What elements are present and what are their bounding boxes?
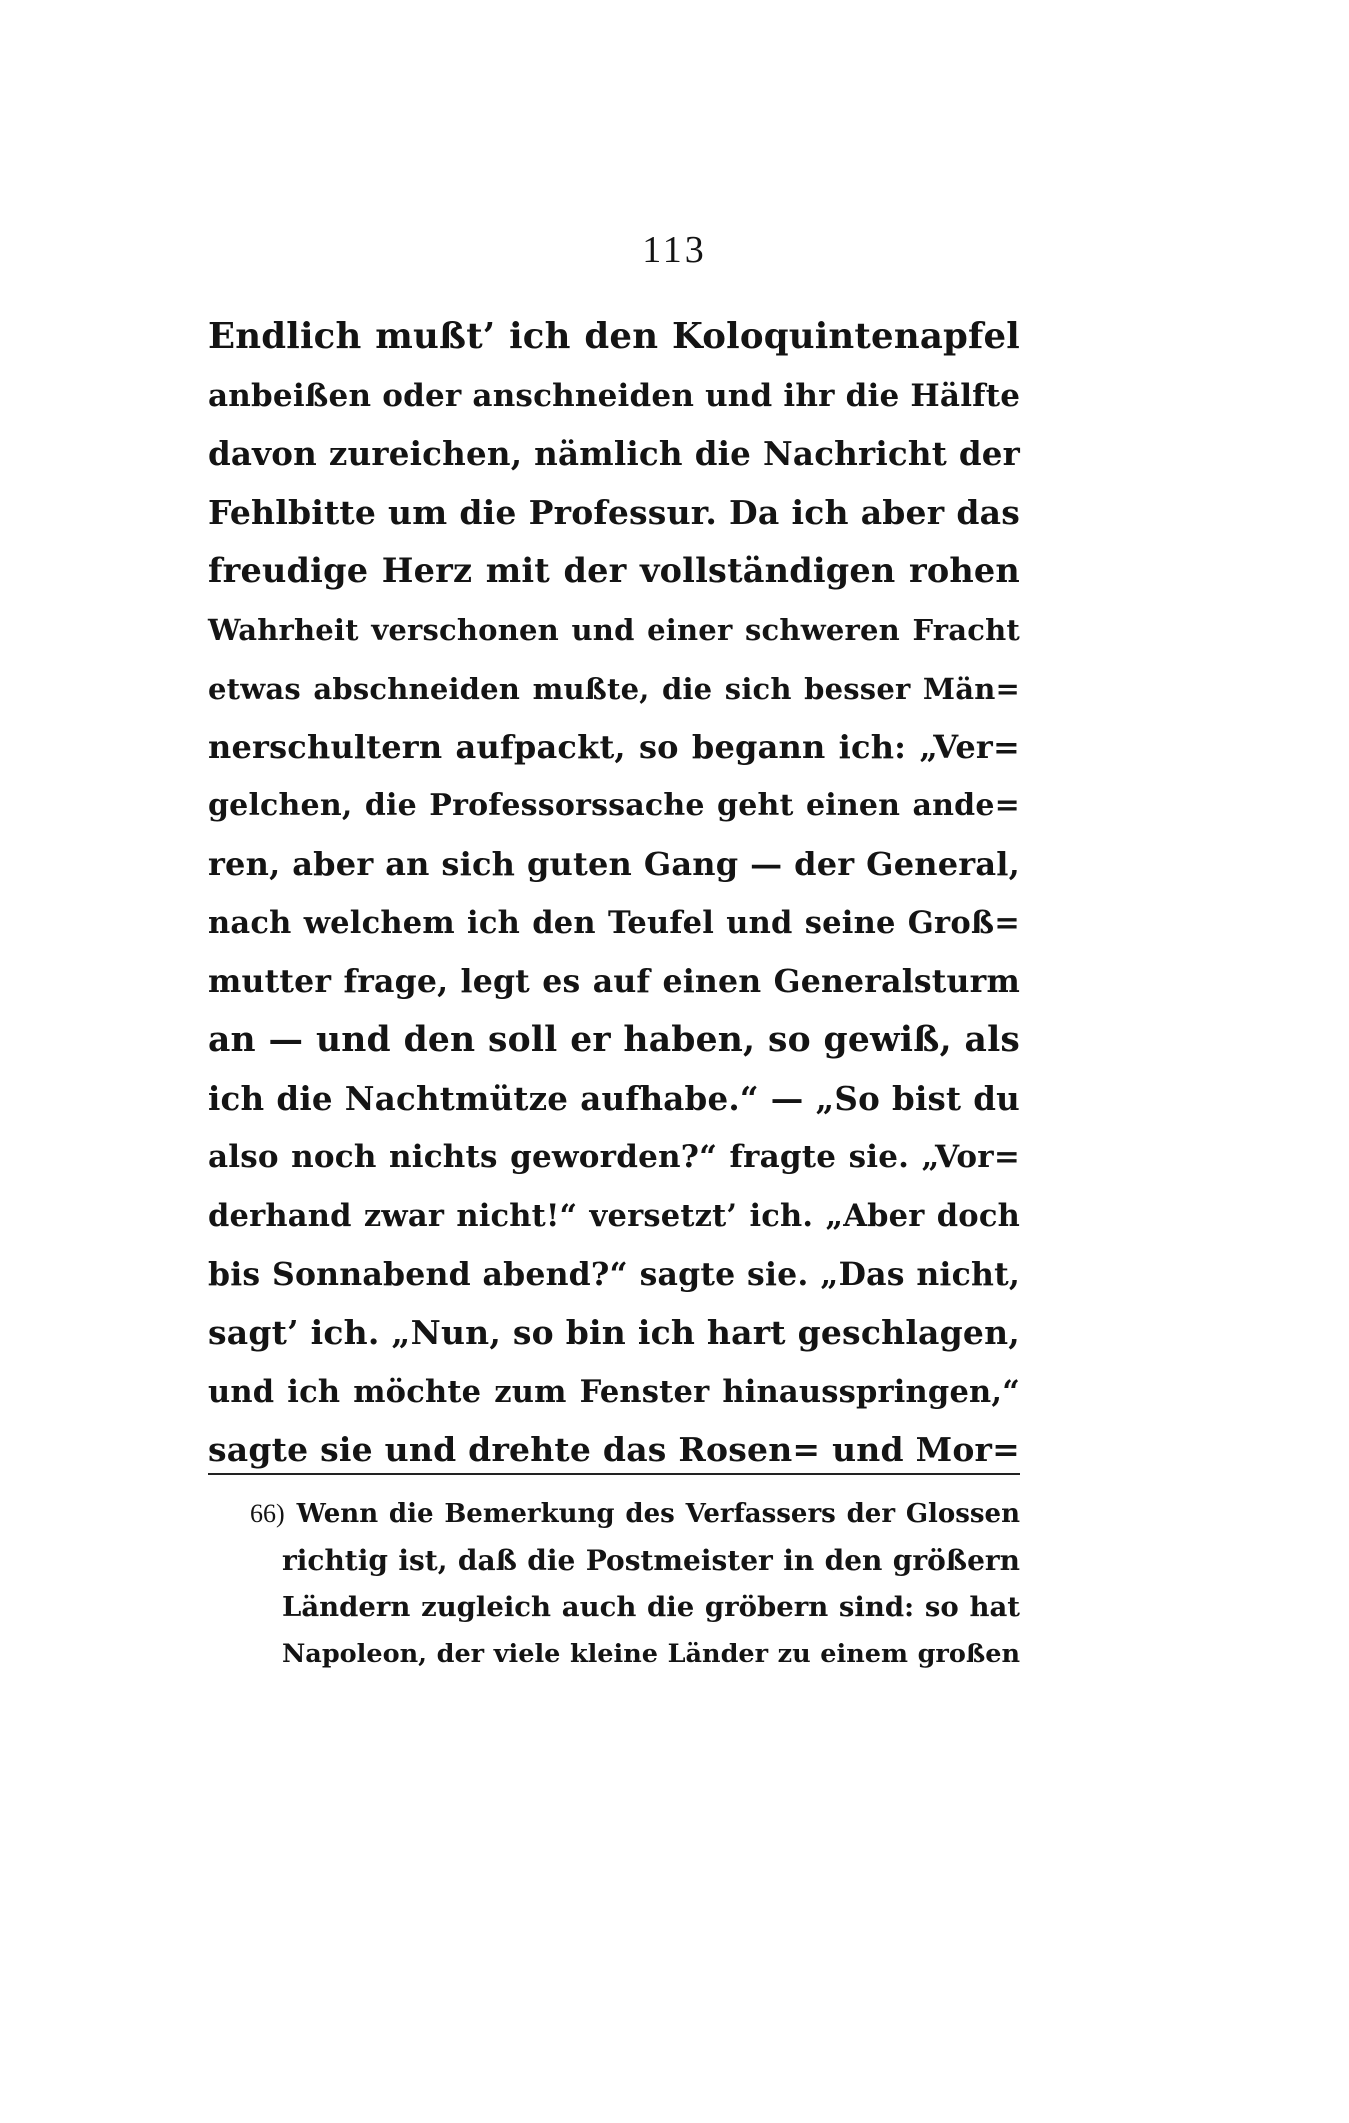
text-line: mutter frage, legt es auf einen Generalsturm (208, 962, 1020, 1000)
text-line: sagte sie und drehte das Rosen= und Mor= (208, 1430, 1020, 1470)
text-line: derhand zwar nicht!“ versetzt’ ich. „Aber doch (208, 1197, 1020, 1234)
text-line: nerschultern aufpackt, so begann ich: „Ver= (208, 728, 1020, 767)
text-line: nach welchem ich den Teufel und seine Groß= (208, 904, 1020, 941)
text-line: sagt’ ich. „Nun, so bin ich hart geschlagen, (208, 1313, 1020, 1353)
text-line: bis Sonnabend abend?“ sagte sie. „Das nicht, (208, 1255, 1020, 1293)
footnote-divider (208, 1473, 1020, 1475)
text-line: und ich möchte zum Fenster hinausspringen,“ (208, 1373, 1020, 1410)
footnote (250, 1490, 1020, 1678)
footnote-line: richtig ist, daß die Postmeister in den größern (282, 1544, 1020, 1577)
text-line: Endlich mußt’ ich den Koloquintenapfel (208, 316, 1020, 357)
footnote-first-line (250, 1490, 1020, 1537)
page-number: 113 (642, 229, 707, 271)
text-line: gelchen, die Professorssache geht einen ande= (208, 787, 1020, 823)
text-line: Wahrheit verschonen und einer schweren Fracht (208, 612, 1020, 647)
text-line: also noch nichts geworden?“ fragte sie. „Vor= (208, 1139, 1020, 1176)
footnote-marker: 66) (250, 1499, 285, 1528)
body-text (208, 308, 1020, 1480)
footnote-line: Ländern zugleich auch die gröbern sind: so hat (282, 1591, 1020, 1623)
text-line: ren, aber an sich guten Gang — der General, (208, 845, 1020, 884)
text-line: ich die Nachtmütze aufhabe.“ — „So bist du (208, 1078, 1020, 1118)
footnote-line: Napoleon, der viele kleine Länder zu einem großen (282, 1639, 1020, 1669)
text-line: Fehlbitte um die Professur. Da ich aber das (208, 492, 1020, 532)
text-line: anbeißen oder anschneiden und ihr die Hälfte (208, 377, 1021, 414)
text-line: an — und den soll er haben, so gewiß, als (208, 1020, 1020, 1061)
text-line: etwas abschneiden mußte, die sich besser Män= (208, 671, 1020, 706)
text-line: freudige Herz mit der vollständigen rohen (208, 551, 1020, 591)
footnote-text: Wenn die Bemerkung des Verfassers der Glossen (296, 1499, 1020, 1529)
text-line: davon zureichen, nämlich die Nachricht der (208, 434, 1020, 474)
